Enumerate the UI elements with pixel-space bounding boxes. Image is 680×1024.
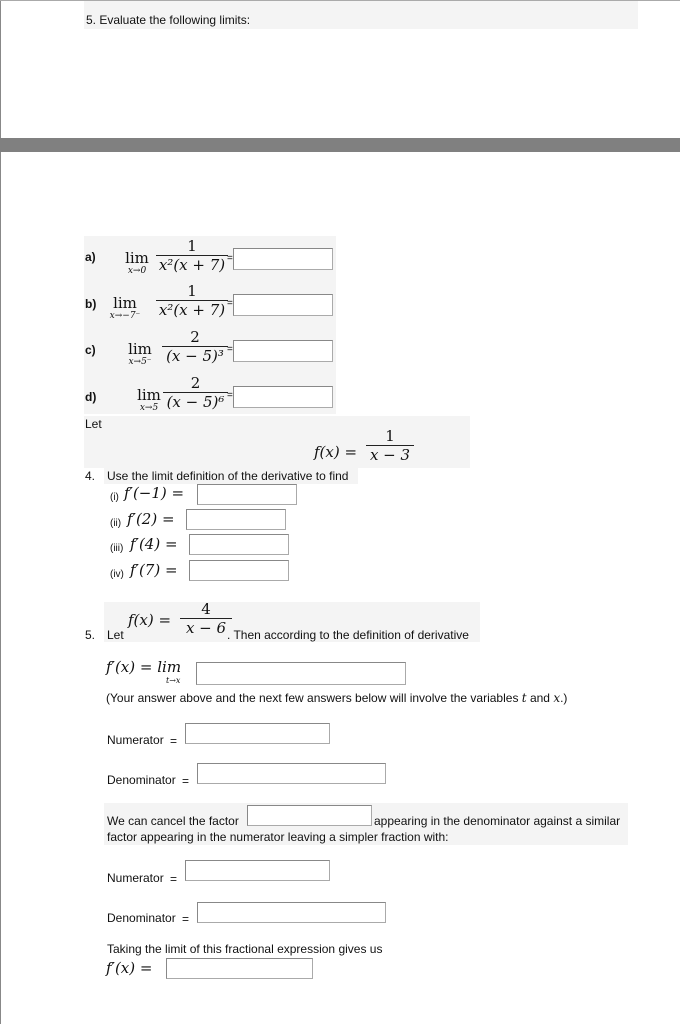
question-number: 4. (85, 469, 96, 483)
final-answer-input[interactable] (166, 958, 313, 979)
let-label: Let (85, 417, 102, 431)
numerator-input-1[interactable] (185, 723, 330, 744)
cancel-factor-input[interactable] (247, 805, 372, 826)
fraction: $\frac{2}{\text{(x − 5)⁶}}$ (163, 375, 228, 411)
question-number: 5. (85, 628, 96, 642)
lim-operator: lim x→5⁻ (128, 340, 152, 367)
variables-note: (Your answer above and the next few answers below will involve the variables t and x.) (106, 691, 568, 705)
fraction: $\frac{1}{\text{x²(x + 7)}}$ (156, 238, 228, 274)
answer-input-a[interactable] (233, 248, 333, 270)
answer-input-i[interactable] (197, 484, 297, 505)
function-fraction: $\frac{1}{x - 3}$ (366, 428, 414, 464)
numerator-input-2[interactable] (185, 860, 330, 881)
fraction: $\frac{2}{\text{(x − 5)³}}$ (162, 329, 228, 365)
function-lhs: f(x) = (128, 611, 172, 629)
answer-input-c[interactable] (233, 340, 333, 362)
derivative-definition: f′(x) = lim (106, 658, 182, 676)
answer-input-d[interactable] (233, 386, 333, 408)
function-fraction: $\frac{4}{x - 6}$ (180, 601, 232, 637)
answer-input-iii[interactable] (189, 534, 289, 555)
denominator-input-2[interactable] (197, 902, 386, 923)
answer-input-b[interactable] (233, 294, 333, 316)
question-prompt: Use the limit definition of the derivative to find (107, 469, 349, 483)
page-title: 5. Evaluate the following limits: (86, 13, 251, 27)
fraction: $\frac{1}{\text{x²(x + 7)}}$ (156, 283, 228, 319)
function-lhs: f(x) = (314, 443, 358, 461)
left-border (0, 0, 1, 1024)
denominator-input-1[interactable] (197, 763, 386, 784)
lim-operator: lim x→0 (125, 249, 149, 276)
answer-input-iv[interactable] (189, 560, 289, 581)
lim-operator: lim x→5 (137, 386, 161, 413)
limit-label: a) (85, 250, 96, 264)
section-divider (0, 138, 680, 152)
difference-quotient-input[interactable] (196, 662, 406, 685)
final-derivative: f′(x) = (106, 959, 153, 977)
answer-input-ii[interactable] (186, 509, 286, 530)
lim-operator: lim x→−7⁻ (109, 294, 141, 321)
